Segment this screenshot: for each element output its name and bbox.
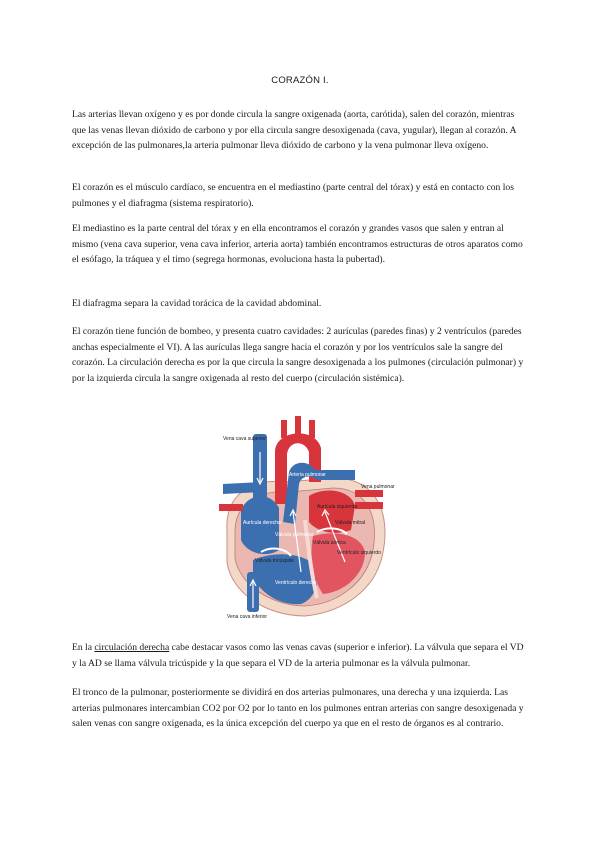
label-ventriculo-derecho: Ventrículo derecho xyxy=(275,580,317,586)
label-ventriculo-izquierdo: Ventrículo izquierdo xyxy=(337,550,381,556)
paragraph-heart-function: El corazón tiene función de bombeo, y presenta cuatro cavidades: 2 aurículas (paredes finas) y 2 ventrículos (paredes anchas especialmente el VI). A las aurículas llega sangre hacia el corazón y por los ventrículos sale la sangre del corazón. La circulación derecha es por la que circula la sangre desoxigenada a los pulmones (circulación pulmonar) y por la izquierda circula la sangre oxigenada al resto del cuerpo (circulación sistémica). xyxy=(72,326,524,384)
paragraph-heart-location: El corazón es el músculo cardíaco, se encuentra en el mediastino (parte central del tórax) y está en contacto con los pulmones y el diafragma (sistema respiratorio). xyxy=(72,182,514,209)
label-arteria-pulmonar: Arteria pulmonar xyxy=(289,472,326,478)
label-auricula-derecha: Aurícula derecha xyxy=(243,520,281,526)
paragraph-mediastinum: El mediastino es la parte central del tórax y en ella encontramos el corazón y grandes vasos que salen y entran al mismo (vena cava superior, vena cava inferior, arteria aorta) también encontramos estructuras de otros aparatos como el esófago, la tráquea y el timo (segrega hormonas, evoluciona hasta la pubertad). xyxy=(72,223,523,266)
heart-diagram xyxy=(205,412,395,624)
label-aorta: Aorta xyxy=(291,454,303,460)
label-auricula-izquierda: Aurícula izquierda xyxy=(317,504,358,510)
left-atrium xyxy=(309,491,358,533)
paragraph-pulmonary-trunk: El tronco de la pulmonar, posteriormente se dividirá en dos arterias pulmonares, una derecha y una izquierda. Las arterias pulmonares intercambian CO2 por O2 por lo tanto en los pulmones entran arterias con sangre desoxigenada y salen venas con sangre oxigenada, es la única excepción del cuerpo ya que en el resto de órganos es al contrario. xyxy=(72,687,524,730)
paragraph-diaphragm: El diafragma separa la cavidad torácica de la cavidad abdominal. xyxy=(72,298,322,309)
paragraph-right-circulation-rest: cabe destacar vasos como las venas cavas (superior e inferior). La válvula que separa el VD y la AD se llama válvula tricúspide y la que separa el VD de la arteria pulmonar es la válvula pulmonar. xyxy=(72,642,524,669)
paragraph-right-circulation-prefix: En la xyxy=(72,642,95,653)
label-valvula-aortica: Válvula aórtica xyxy=(313,540,346,546)
label-valvula-tricuspide: Válvula tricúspide xyxy=(255,558,295,564)
label-vena-cava-inferior: Vena cava inferior xyxy=(227,614,268,620)
label-valvula-mitral: Válvula mitral xyxy=(335,520,366,526)
paragraph-right-circulation xyxy=(72,640,528,671)
paragraph-arteries-veins: Las arterias llevan oxígeno y es por donde circula la sangre oxigenada (aorta, carótida), salen del corazón, mientras que las venas llevan dióxido de carbono y por ella circula sangre desoxigenada (cava, yugular), llegan al corazón. A excepción de las pulmonares,la arteria pulmonar lleva dióxido de carbono y la vena pulmonar lleva oxígeno. xyxy=(72,109,517,152)
document-title: CORAZÓN I. xyxy=(271,75,329,86)
right-circulation-underlined: circulación derecha xyxy=(94,642,170,653)
label-vena-cava-superior: Vena cava superior xyxy=(223,436,266,442)
label-vena-pulmonar: Vena pulmonar xyxy=(361,484,395,490)
label-valvula-pulmonar: Válvula pulmonar xyxy=(275,532,314,538)
